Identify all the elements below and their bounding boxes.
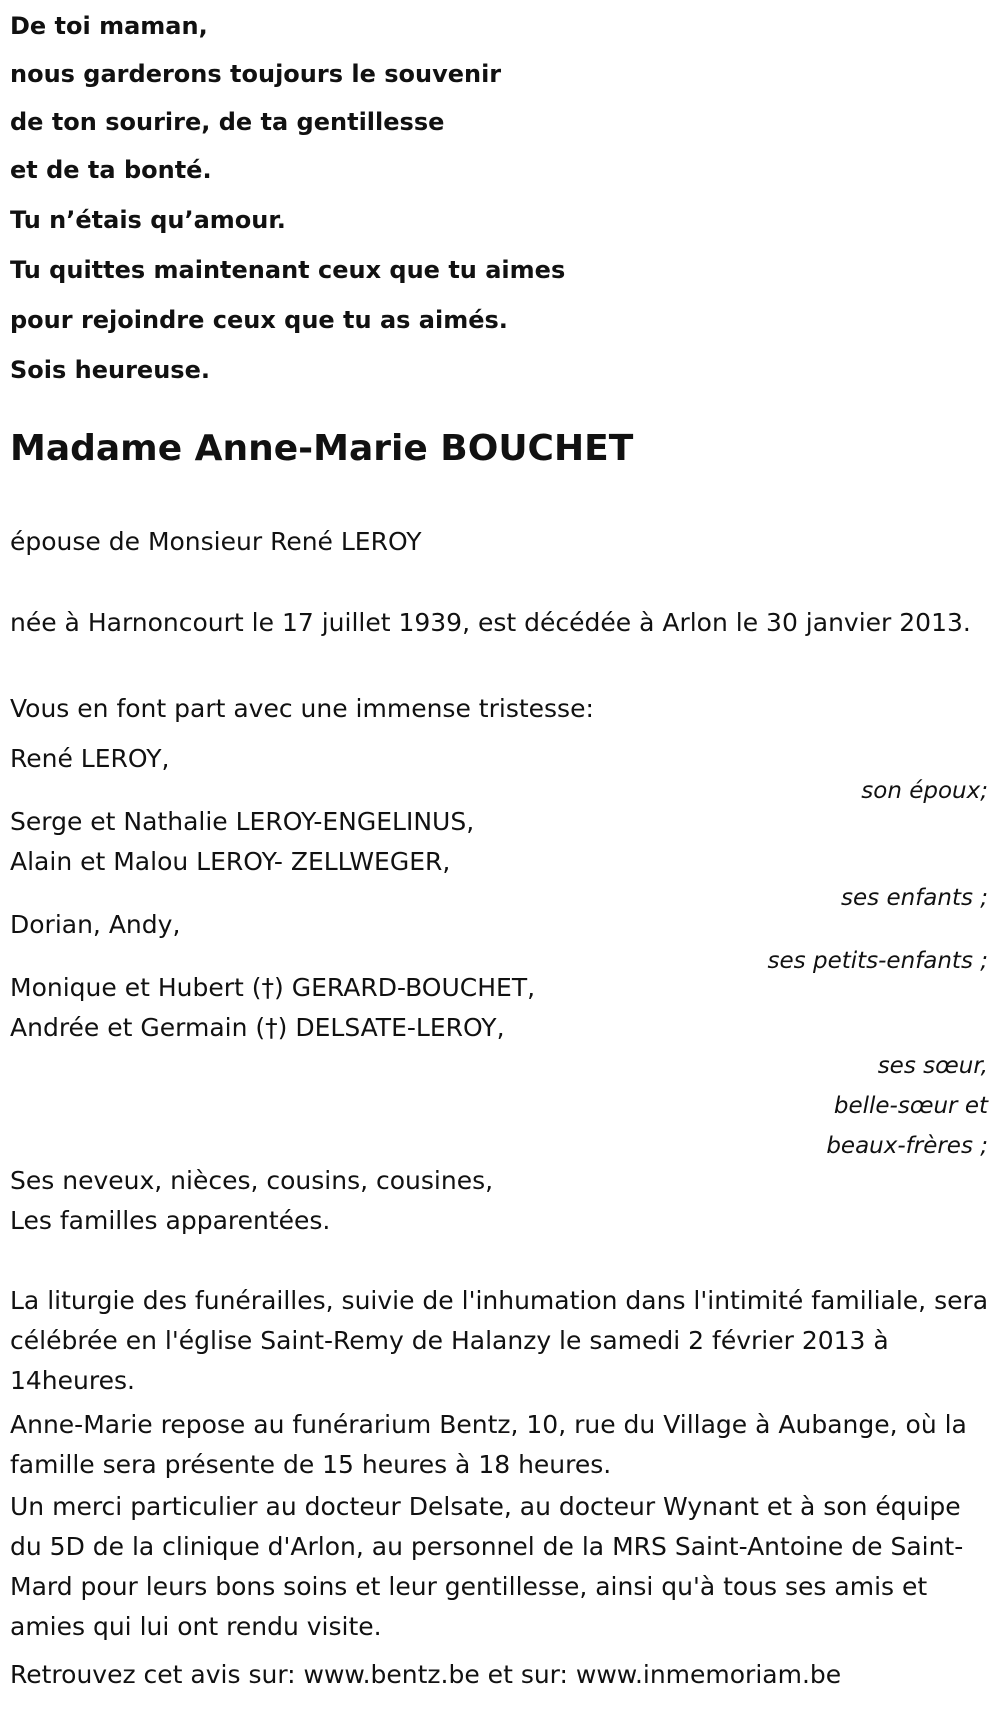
deceased-name: Madame Anne-Marie BOUCHET xyxy=(10,428,634,469)
poem-line: Tu quittes maintenant ceux que tu aimes xyxy=(10,256,566,284)
relation-label: ses petits-enfants ; xyxy=(767,948,988,974)
family-member: Les familles apparentées. xyxy=(10,1206,331,1235)
poem-line: de ton sourire, de ta gentillesse xyxy=(10,108,445,136)
poem-line: nous garderons toujours le souvenir xyxy=(10,60,502,88)
relation-label: son époux; xyxy=(861,778,988,804)
thanks-paragraph: Un merci particulier au docteur Delsate, au docteur Wynant et à son équipe du 5D de la clinique d'Arlon, au personnel de la MRS Saint-Antoine de Saint-Mard pour leurs bons soins et leur gentillesse, ainsi qu'à tous ses amis et amies qui lui ont rendu visite. xyxy=(10,1492,964,1641)
relation-label: belle-sœur et xyxy=(833,1093,988,1119)
relation-label: ses enfants ; xyxy=(841,885,988,911)
birth-death-line: née à Harnoncourt le 17 juillet 1939, est décédée à Arlon le 30 janvier 2013. xyxy=(10,608,971,637)
relation-label: beaux-frères ; xyxy=(826,1133,988,1159)
family-member: Alain et Malou LEROY- ZELLWEGER, xyxy=(10,847,451,876)
poem-line: Sois heureuse. xyxy=(10,356,210,384)
family-member: René LEROY, xyxy=(10,744,170,773)
family-member: Monique et Hubert (†) GERARD-BOUCHET, xyxy=(10,973,536,1002)
poem-line: et de ta bonté. xyxy=(10,156,212,184)
poem-line: De toi maman, xyxy=(10,12,208,40)
announcement-line: Vous en font part avec une immense tristesse: xyxy=(10,694,594,723)
poem-line: Tu n’étais qu’amour. xyxy=(10,206,286,234)
poem-line: pour rejoindre ceux que tu as aimés. xyxy=(10,306,508,334)
family-member: Andrée et Germain (†) DELSATE-LEROY, xyxy=(10,1013,505,1042)
repose-paragraph: Anne-Marie repose au funérarium Bentz, 10, rue du Village à Aubange, où la famille sera présente de 15 heures à 18 heures. xyxy=(10,1410,967,1479)
family-member: Serge et Nathalie LEROY-ENGELINUS, xyxy=(10,807,475,836)
family-member: Ses neveux, nièces, cousins, cousines, xyxy=(10,1166,494,1195)
footer-line: Retrouvez cet avis sur: www.bentz.be et sur: www.inmemoriam.be xyxy=(10,1660,842,1689)
funeral-paragraph: La liturgie des funérailles, suivie de l'inhumation dans l'intimité familiale, sera célébrée en l'église Saint-Remy de Halanzy le samedi 2 février 2013 à 14heures. xyxy=(10,1286,989,1395)
family-member: Dorian, Andy, xyxy=(10,910,181,939)
spouse-line: épouse de Monsieur René LEROY xyxy=(10,527,422,556)
relation-label: ses sœur, xyxy=(877,1053,988,1079)
